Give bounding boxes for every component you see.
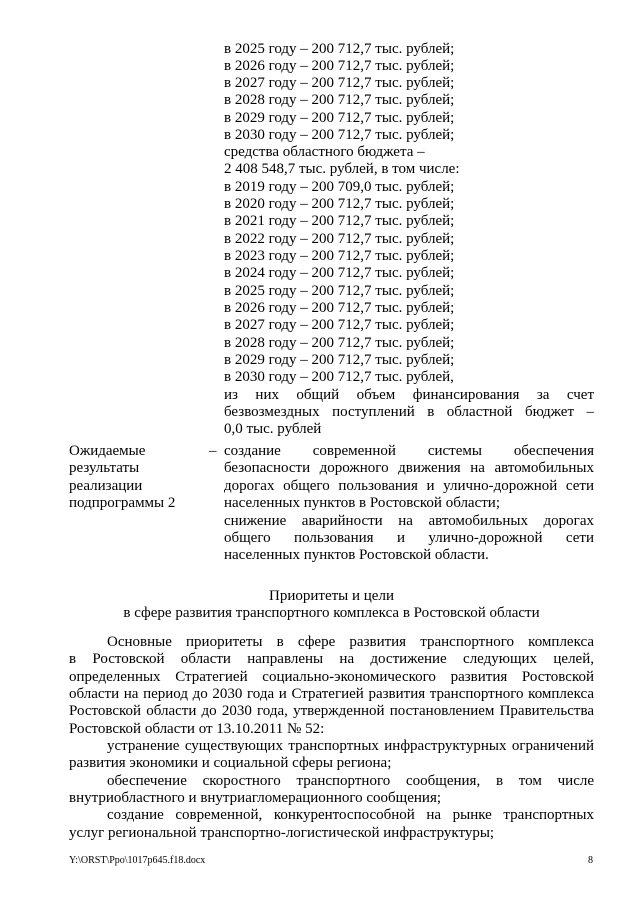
funding-line: в 2020 году – 200 712,7 тыс. рублей;: [224, 196, 455, 212]
funding-line: в 2027 году – 200 712,7 тыс. рублей;: [224, 75, 455, 91]
body-line: создание современной, конкурентоспособной на рынке транспортных: [107, 807, 594, 823]
gratuitous-line: из них общий объем финансирования за счет: [224, 387, 594, 403]
body-line: услуг региональной транспортно-логистической инфраструктуры;: [69, 825, 495, 841]
results-line: общего пользования и улично-дорожной сети: [224, 530, 594, 546]
footer-file-path: Y:\ORST\Ppo\1017p645.f18.docx: [69, 855, 206, 866]
body-line: обеспечение скоростного транспортного сообщения, в том числе: [107, 773, 594, 789]
funding-line: в 2029 году – 200 712,7 тыс. рублей;: [224, 352, 455, 368]
funding-line: в 2029 году – 200 712,7 тыс. рублей;: [224, 110, 455, 126]
funding-line: в 2019 году – 200 709,0 тыс. рублей;: [224, 179, 455, 195]
gratuitous-line: безвозмездных поступлений в областной бюджет –: [224, 404, 594, 420]
funding-line: в 2030 году – 200 712,7 тыс. рублей;: [224, 127, 455, 143]
results-label-line: реализации: [69, 478, 143, 494]
results-line: снижение аварийности на автомобильных дорогах: [224, 513, 594, 529]
body-line: области на период до 2030 года и Стратегией развития транспортного комплекса: [69, 686, 594, 702]
body-line: внутриобластного и внутриагломерационного сообщения;: [69, 790, 442, 806]
funding-line: в 2026 году – 200 712,7 тыс. рублей;: [224, 300, 455, 316]
body-line: Ростовской области от 13.10.2011 № 52:: [69, 721, 325, 737]
funding-line: в 2028 году – 200 712,7 тыс. рублей;: [224, 92, 455, 108]
body-line: развития экономики и социальной сферы региона;: [69, 755, 392, 771]
funding-line: в 2030 году – 200 712,7 тыс. рублей,: [224, 369, 454, 385]
funding-line: в 2024 году – 200 712,7 тыс. рублей;: [224, 265, 455, 281]
funding-line: средства областного бюджета –: [224, 144, 425, 160]
results-label-line: результаты: [69, 460, 140, 476]
gratuitous-line: 0,0 тыс. рублей: [224, 421, 322, 437]
results-label-line: Ожидаемые: [69, 443, 146, 459]
body-line: устранение существующих транспортных инфраструктурных ограничений: [107, 738, 594, 754]
results-line: населенных пунктов в Ростовской области;: [224, 495, 500, 511]
body-line: Ростовской области до 2030 года, утвержденной постановлением Правительства: [69, 703, 594, 719]
funding-line: в 2027 году – 200 712,7 тыс. рублей;: [224, 317, 455, 333]
funding-line: в 2026 году – 200 712,7 тыс. рублей;: [224, 58, 455, 74]
funding-line: 2 408 548,7 тыс. рублей, в том числе:: [224, 161, 460, 177]
section-heading: Приоритеты и цели: [269, 588, 394, 604]
results-dash: –: [209, 443, 217, 459]
body-line: Основные приоритеты в сфере развития транспортного комплекса: [107, 634, 594, 650]
body-line: определенных Стратегией социально-экономического развития Ростовской: [69, 669, 594, 685]
funding-line: в 2022 году – 200 712,7 тыс. рублей;: [224, 231, 455, 247]
body-line: в Ростовской области направлены на достижение следующих целей,: [69, 651, 594, 667]
section-subheading: в сфере развития транспортного комплекса в Ростовской области: [123, 605, 540, 621]
results-label-line: подпрограммы 2: [69, 495, 176, 511]
funding-line: в 2028 году – 200 712,7 тыс. рублей;: [224, 335, 455, 351]
results-line: безопасности дорожного движения на автомобильных: [224, 460, 594, 476]
footer-page-number: 8: [588, 855, 593, 866]
funding-line: в 2023 году – 200 712,7 тыс. рублей;: [224, 248, 455, 264]
funding-line: в 2021 году – 200 712,7 тыс. рублей;: [224, 213, 455, 229]
results-line: создание современной системы обеспечения: [224, 443, 594, 459]
funding-line: в 2025 году – 200 712,7 тыс. рублей;: [224, 41, 455, 57]
funding-line: в 2025 году – 200 712,7 тыс. рублей;: [224, 283, 455, 299]
results-line: населенных пунктов Ростовской области.: [224, 547, 489, 563]
results-line: дорогах общего пользования и улично-дорожной сети: [224, 478, 594, 494]
